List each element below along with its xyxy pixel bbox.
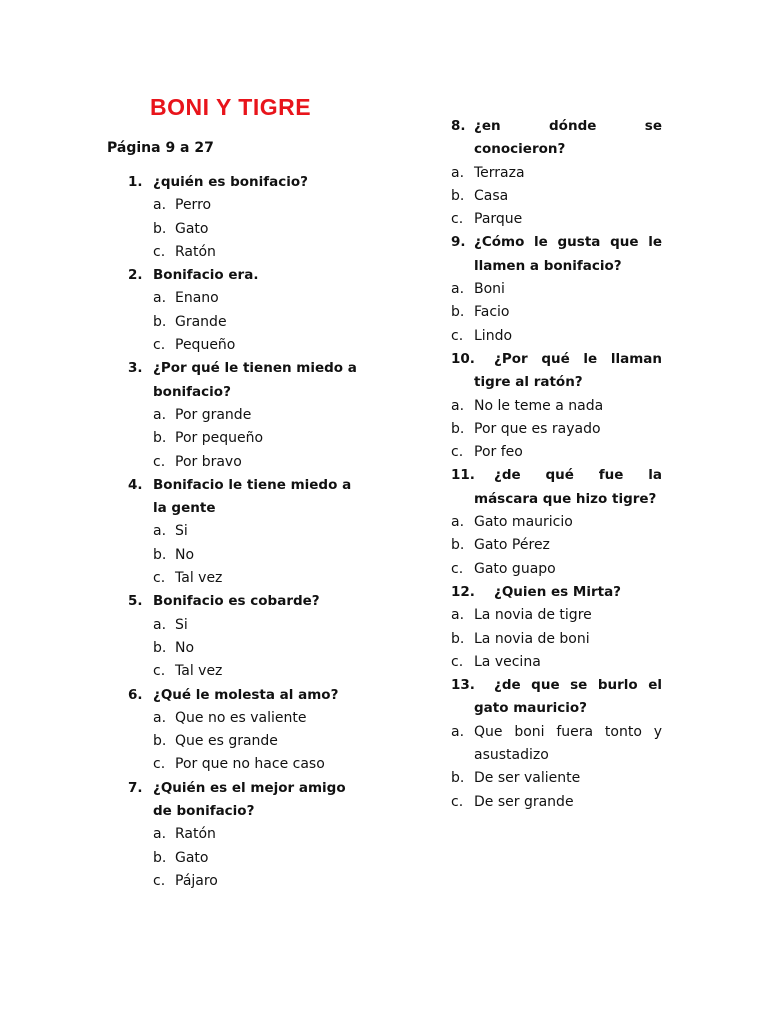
question-text: ¿Quien es Mirta? bbox=[494, 583, 622, 600]
question-block bbox=[451, 115, 662, 231]
question-block bbox=[128, 474, 364, 590]
question bbox=[451, 674, 662, 721]
option-text: Por que es rayado bbox=[474, 420, 601, 437]
question bbox=[451, 115, 662, 162]
option bbox=[128, 334, 364, 357]
question-number: 1. bbox=[128, 174, 143, 190]
right-column bbox=[451, 115, 662, 814]
question-number: 7. bbox=[128, 779, 143, 796]
option-letter: b. bbox=[153, 220, 167, 237]
option-letter: b. bbox=[451, 420, 465, 437]
question-text: Bonifacio es cobarde? bbox=[153, 593, 320, 610]
question-text: ¿Por qué le llaman tigre al ratón? bbox=[474, 350, 662, 391]
option-list bbox=[451, 604, 662, 674]
option-text: Grande bbox=[175, 313, 227, 330]
option bbox=[128, 311, 364, 334]
option-text: Casa bbox=[474, 187, 509, 204]
question bbox=[451, 348, 662, 395]
question bbox=[451, 581, 662, 604]
option-letter: c. bbox=[153, 756, 166, 773]
option-text: Si bbox=[175, 616, 188, 633]
option-letter: a. bbox=[153, 523, 167, 540]
option-list bbox=[451, 278, 662, 348]
option-text: De ser valiente bbox=[474, 770, 581, 787]
option-text: Lindo bbox=[474, 327, 513, 344]
question-number: 10. bbox=[451, 350, 475, 367]
option-letter: b. bbox=[153, 546, 167, 563]
option-letter: a. bbox=[153, 709, 167, 726]
option bbox=[451, 628, 662, 651]
option-letter: a. bbox=[153, 290, 167, 307]
question-text: ¿en dónde se conocieron? bbox=[474, 118, 662, 158]
question bbox=[451, 464, 662, 511]
option bbox=[451, 185, 662, 208]
option bbox=[128, 753, 364, 776]
question bbox=[128, 777, 364, 824]
option-text: Si bbox=[175, 523, 188, 540]
option-text: Gato mauricio bbox=[474, 514, 573, 531]
question-block bbox=[128, 684, 364, 777]
question-block bbox=[451, 464, 662, 580]
option bbox=[451, 558, 662, 581]
option-text: Tal vez bbox=[175, 663, 223, 680]
question bbox=[128, 684, 364, 707]
option bbox=[451, 604, 662, 627]
question-text: ¿Cómo le gusta que le llamen a bonifacio? bbox=[474, 234, 662, 274]
option-list bbox=[128, 287, 364, 357]
option bbox=[128, 567, 364, 590]
option-letter: a. bbox=[451, 281, 465, 298]
option-text: No le teme a nada bbox=[474, 397, 604, 414]
option-text: De ser grande bbox=[474, 793, 574, 810]
question-block bbox=[128, 777, 364, 893]
document-title: BONI Y TIGRE bbox=[150, 94, 312, 120]
option-text: Perro bbox=[175, 197, 212, 214]
option bbox=[451, 511, 662, 534]
question bbox=[128, 171, 364, 194]
question-block bbox=[128, 357, 364, 473]
page-range: Página 9 a 27 bbox=[107, 140, 214, 156]
option-letter: b. bbox=[153, 639, 167, 656]
option-letter: c. bbox=[153, 453, 166, 470]
option-letter: b. bbox=[153, 313, 167, 330]
question-text: Bonifacio era. bbox=[153, 267, 259, 284]
option-text: Enano bbox=[175, 290, 219, 307]
option-text: Por feo bbox=[474, 444, 523, 461]
option bbox=[451, 651, 662, 674]
option-letter: a. bbox=[153, 616, 167, 633]
question-block bbox=[451, 348, 662, 464]
option bbox=[451, 441, 662, 464]
option bbox=[128, 287, 364, 310]
option-text: La vecina bbox=[474, 653, 541, 670]
option-letter: b. bbox=[451, 304, 465, 321]
option-list bbox=[451, 395, 662, 465]
question-text: ¿de que se burlo el gato mauricio? bbox=[474, 677, 662, 717]
option bbox=[451, 418, 662, 441]
option bbox=[451, 534, 662, 557]
option-text: Boni bbox=[474, 281, 505, 298]
option-letter: c. bbox=[153, 337, 166, 354]
option-letter: c. bbox=[153, 663, 166, 680]
question-number: 9. bbox=[451, 234, 466, 251]
question-text: ¿de qué fue la máscara que hizo tigre? bbox=[474, 467, 662, 507]
question-block bbox=[451, 674, 662, 814]
option bbox=[128, 194, 364, 217]
option-text: Que boni fuera tonto y asustadizo bbox=[474, 723, 662, 764]
option bbox=[128, 241, 364, 264]
option-list bbox=[128, 614, 364, 684]
option bbox=[128, 707, 364, 730]
option bbox=[128, 847, 364, 870]
option-letter: c. bbox=[451, 560, 464, 577]
option-letter: c. bbox=[451, 444, 464, 461]
option-text: Parque bbox=[474, 211, 523, 228]
option-text: No bbox=[175, 546, 195, 563]
option-letter: c. bbox=[451, 793, 464, 810]
option-letter: a. bbox=[153, 406, 167, 423]
option bbox=[451, 721, 662, 768]
option-list bbox=[128, 194, 364, 264]
question-number: 11. bbox=[451, 467, 475, 484]
option-text: Terraza bbox=[474, 164, 525, 181]
question-number: 13. bbox=[451, 677, 475, 694]
option-text: Por bravo bbox=[175, 453, 242, 470]
option bbox=[128, 404, 364, 427]
question-text: ¿quién es bonifacio? bbox=[153, 174, 308, 190]
option-letter: a. bbox=[451, 723, 465, 740]
question-number: 5. bbox=[128, 593, 143, 610]
option bbox=[128, 614, 364, 637]
option bbox=[128, 544, 364, 567]
question-number: 3. bbox=[128, 360, 143, 377]
option-letter: b. bbox=[153, 733, 167, 750]
option-letter: c. bbox=[451, 327, 464, 344]
option bbox=[451, 395, 662, 418]
option bbox=[451, 791, 662, 814]
option-letter: b. bbox=[451, 770, 465, 787]
option-text: La novia de boni bbox=[474, 630, 590, 647]
option bbox=[128, 427, 364, 450]
option-text: Gato bbox=[175, 220, 209, 237]
question-number: 8. bbox=[451, 118, 466, 134]
option-text: Gato guapo bbox=[474, 560, 556, 577]
left-column bbox=[128, 171, 364, 893]
option-text: Gato Pérez bbox=[474, 537, 550, 554]
option bbox=[128, 637, 364, 660]
option-letter: a. bbox=[451, 164, 465, 181]
question-block bbox=[451, 581, 662, 674]
option bbox=[128, 660, 364, 683]
option-text: Tal vez bbox=[175, 570, 223, 587]
option-letter: b. bbox=[451, 537, 465, 554]
option bbox=[128, 870, 364, 893]
option-list bbox=[451, 721, 662, 814]
option bbox=[128, 218, 364, 241]
option-letter: b. bbox=[451, 187, 465, 204]
option-letter: c. bbox=[153, 570, 166, 587]
option-letter: b. bbox=[153, 849, 167, 866]
option-text: Por pequeño bbox=[175, 430, 264, 447]
option bbox=[128, 730, 364, 753]
option bbox=[451, 278, 662, 301]
question-number: 2. bbox=[128, 267, 143, 284]
option-letter: c. bbox=[451, 653, 464, 670]
option-letter: c. bbox=[153, 243, 166, 260]
option-letter: a. bbox=[451, 607, 465, 624]
option bbox=[451, 208, 662, 231]
question bbox=[128, 590, 364, 613]
question-text: ¿Qué le molesta al amo? bbox=[153, 686, 339, 703]
option-letter: c. bbox=[153, 872, 166, 889]
option-text: La novia de tigre bbox=[474, 607, 592, 624]
option-text: Que es grande bbox=[175, 733, 278, 750]
option-list bbox=[128, 404, 364, 474]
question bbox=[128, 357, 364, 404]
option-text: Por grande bbox=[175, 406, 252, 423]
option bbox=[451, 301, 662, 324]
question bbox=[451, 231, 662, 278]
question-number: 12. bbox=[451, 583, 475, 600]
question-text: Bonifacio le tiene miedo a la gente bbox=[153, 476, 352, 517]
option-text: Ratón bbox=[175, 826, 216, 843]
question bbox=[128, 264, 364, 287]
option bbox=[128, 451, 364, 474]
option-letter: a. bbox=[451, 514, 465, 531]
question-number: 6. bbox=[128, 686, 143, 703]
question-text: ¿Quién es el mejor amigo de bonifacio? bbox=[153, 779, 346, 820]
option-list bbox=[128, 520, 364, 590]
option-letter: c. bbox=[451, 211, 464, 228]
question bbox=[128, 474, 364, 521]
option bbox=[451, 325, 662, 348]
option-text: No bbox=[175, 639, 195, 656]
question-block bbox=[128, 264, 364, 357]
option-text: Que no es valiente bbox=[175, 709, 307, 726]
option-text: Facio bbox=[474, 304, 510, 321]
question-block bbox=[451, 231, 662, 347]
option-text: Pequeño bbox=[175, 337, 236, 354]
option-letter: b. bbox=[153, 430, 167, 447]
option-letter: a. bbox=[153, 197, 167, 214]
question-block bbox=[128, 590, 364, 683]
option bbox=[451, 767, 662, 790]
option bbox=[128, 520, 364, 543]
option-list bbox=[451, 511, 662, 581]
question-block bbox=[128, 171, 364, 264]
option bbox=[128, 823, 364, 846]
option-text: Ratón bbox=[175, 243, 216, 260]
option-list bbox=[128, 823, 364, 893]
option-letter: a. bbox=[153, 826, 167, 843]
option-letter: b. bbox=[451, 630, 465, 647]
question-number: 4. bbox=[128, 476, 143, 493]
question-text: ¿Por qué le tienen miedo a bonifacio? bbox=[153, 360, 357, 400]
option-letter: a. bbox=[451, 397, 465, 414]
option-list bbox=[128, 707, 364, 777]
option-list bbox=[451, 162, 662, 232]
option-text: Por que no hace caso bbox=[175, 756, 325, 773]
option-text: Gato bbox=[175, 849, 209, 866]
option-text: Pájaro bbox=[175, 872, 218, 889]
option bbox=[451, 162, 662, 185]
